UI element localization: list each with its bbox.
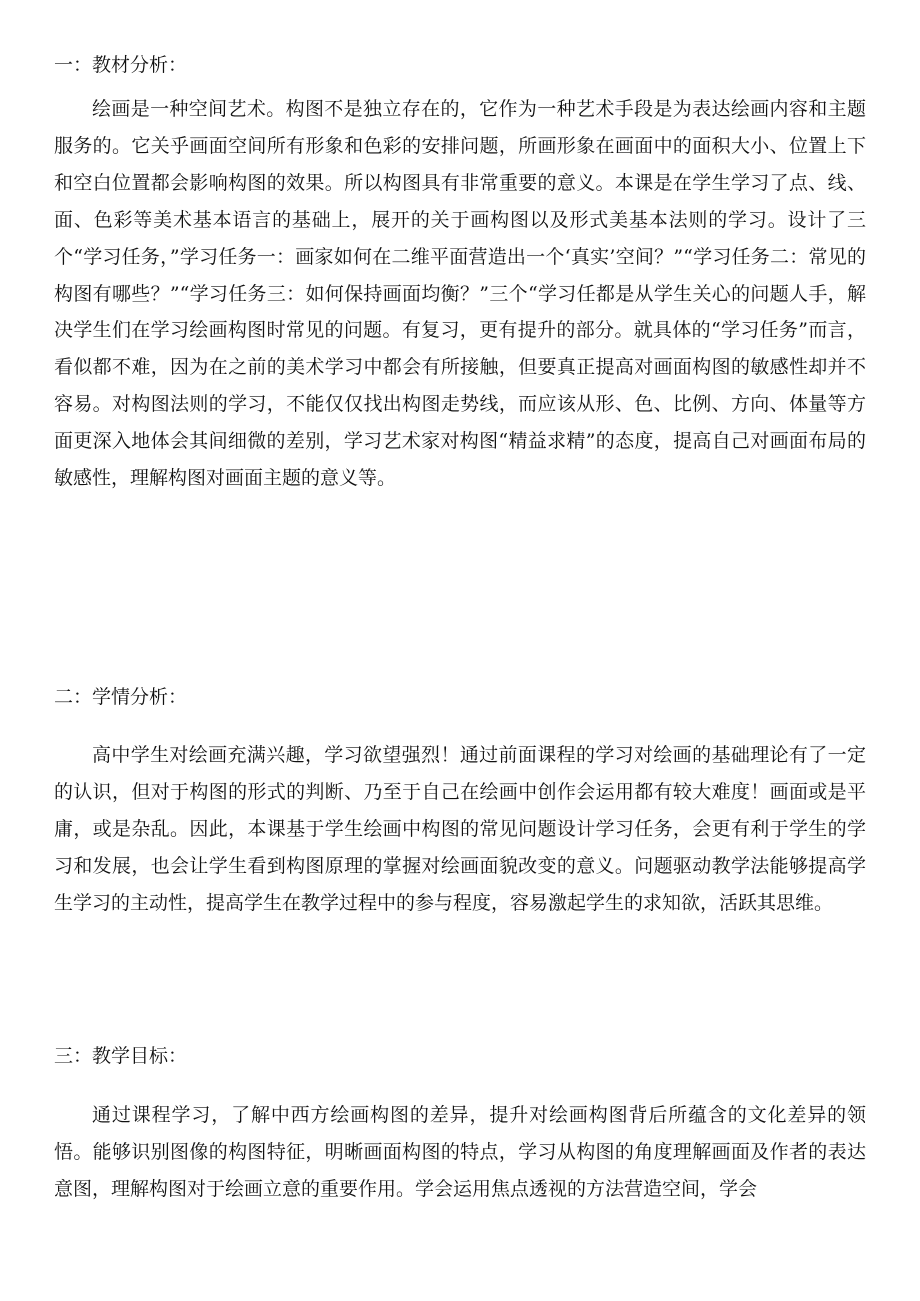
section-heading-learner-analysis: 二：学情分析： [54, 686, 188, 708]
section-paragraph-teaching-objectives: 通过课程学习，了解中西方绘画构图的差异，提升对绘画构图背后所蕴含的文化差异的领悟。能够识别图像的构图特征，明晰画面构图的特点，学习从构图的角度理解画面及作者的表达意图，理解构图对于绘画立意的重要作用。学会运用焦点透视的方法营造空间，学会 [54, 1104, 866, 1200]
section-paragraph-textbook-analysis: 绘画是一种空间艺术。构图不是独立存在的，它作为一种艺术手段是为表达绘画内容和主题服务的。它关乎画面空间所有形象和色彩的安排问题，所画形象在画面中的面积大小、位置上下和空白位置都会影响构图的效果。所以构图具有非常重要的意义。本课是在学生学习了点、线、面、色彩等美术基本语言的基础上，展开的关于画构图以及形式美基本法则的学习。设计了三个“学习任务，”学习任务一：画家如何在二维平面营造出一个‘真实’空间？”“学习任务二：常见的构图有哪些？”“学习任务三：如何保持画面均衡？”三个“学习任都是从学生关心的问题人手，解决学生们在学习绘画构图时常见的问题。有复习，更有提升的部分。就具体的“学习任务”而言，看似都不难，因为在之前的美术学习中都会有所接触，但要真正提高对画面构图的敏感性却并不容易。对构图法则的学习，不能仅仅找出构图走势线，而应该从形、色、比例、方向、体量等方面更深入地体会其间细微的差别，学习艺术家对构图“精益求精”的态度，提高自己对画面布局的敏感性，理解构图对画面主题的意义等。 [54, 98, 866, 490]
section-heading-textbook-analysis: 一：教材分析： [54, 54, 188, 76]
section-paragraph-learner-analysis: 高中学生对绘画充满兴趣，学习欲望强烈！通过前面课程的学习对绘画的基础理论有了一定的认识，但对于构图的形式的判断、乃至于自己在绘画中创作会运用都有较大难度！画面或是平庸，或是杂乱。因此，本课基于学生绘画中构图的常见问题设计学习任务，会更有利于学生的学习和发展，也会让学生看到构图原理的掌握对绘画面貌改变的意义。问题驱动教学法能够提高学生学习的主动性，提高学生在教学过程中的参与程度，容易激起学生的求知欲，活跃其思维。 [54, 744, 866, 914]
section-heading-teaching-objectives: 三：教学目标： [54, 1045, 188, 1067]
